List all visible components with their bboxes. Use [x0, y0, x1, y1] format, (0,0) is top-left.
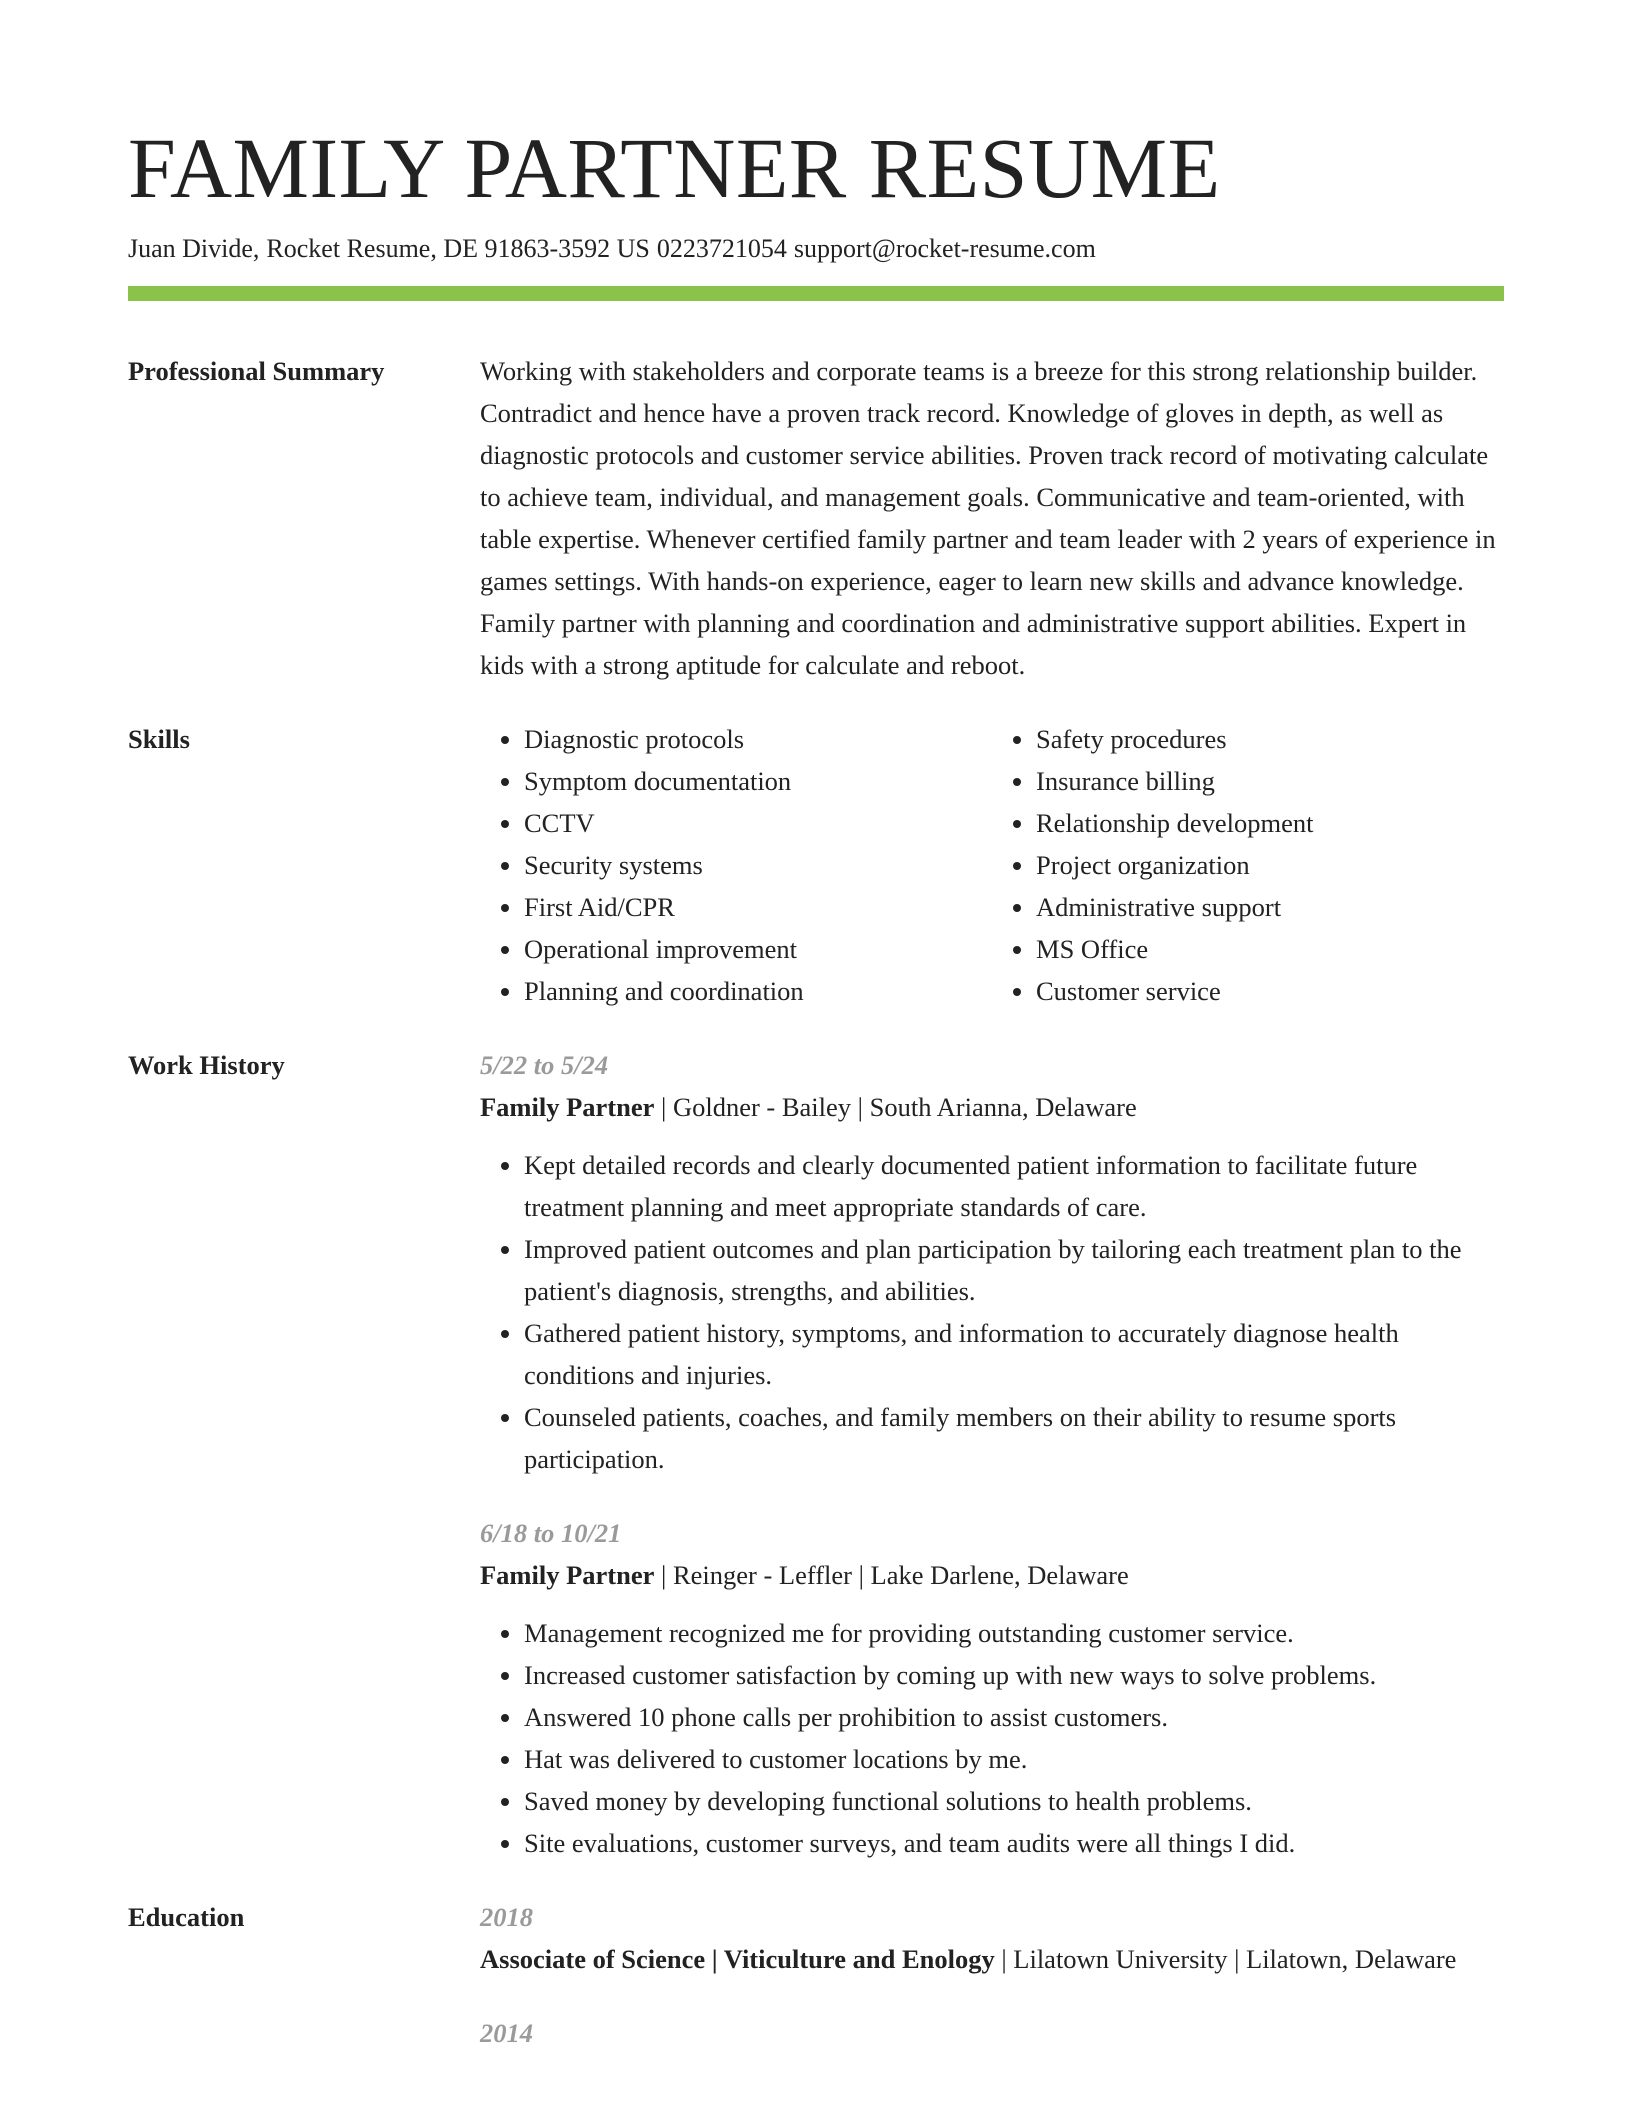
job-details: | Reinger - Leffler | Lake Darlene, Delaware: [654, 1560, 1129, 1590]
job-bullet: • Site evaluations, customer surveys, and team audits were all things I did.: [524, 1822, 1504, 1864]
contact-address: Rocket Resume, DE 91863-3592 US: [266, 234, 650, 263]
skill-item: • MS Office: [1036, 928, 1504, 970]
job-details: | Goldner - Bailey | South Arianna, Delaware: [654, 1092, 1137, 1122]
job-dates: 6/18 to 10/21: [480, 1518, 622, 1548]
job-title: Family Partner: [480, 1560, 655, 1590]
education-details: | Lilatown University | Lilatown, Delaware: [994, 1944, 1457, 1974]
job-bullet: • Answered 10 phone calls per prohibition to assist customers.: [524, 1696, 1504, 1738]
job-bullet: • Hat was delivered to customer locations by me.: [524, 1738, 1504, 1780]
section-label-work-history: Work History: [128, 1050, 285, 1080]
skill-item: • Customer service: [1036, 970, 1504, 1012]
contact-line: [128, 232, 1096, 266]
skill-item: • Safety procedures: [1036, 718, 1504, 760]
skill-item: • Operational improvement: [524, 928, 992, 970]
job-bullet: • Increased customer satisfaction by coming up with new ways to solve problems.: [524, 1654, 1504, 1696]
skill-item: • Insurance billing: [1036, 760, 1504, 802]
skill-item: • Diagnostic protocols: [524, 718, 992, 760]
education-entry: [480, 1896, 1504, 1980]
skill-item: • Project organization: [1036, 844, 1504, 886]
job-entry: [480, 1044, 1504, 1480]
job-bullet: • Gathered patient history, symptoms, and information to accurately diagnose health conditions and injuries.: [524, 1312, 1504, 1396]
contact-email[interactable]: support@rocket-resume.com: [793, 234, 1096, 263]
skills-section: [128, 718, 1504, 1012]
education-section: [128, 1896, 1504, 2086]
job-bullets: [480, 1612, 1504, 1864]
job-bullet: • Counseled patients, coaches, and family members on their ability to resume sports participation.: [524, 1396, 1504, 1480]
section-label-summary: Professional Summary: [128, 356, 385, 386]
job-title: Family Partner: [480, 1092, 655, 1122]
job-bullet: • Improved patient outcomes and plan participation by tailoring each treatment plan to the patient's diagnosis, strengths, and abilities.: [524, 1228, 1504, 1312]
skill-item: • CCTV: [524, 802, 992, 844]
education-entry: [480, 2012, 1504, 2054]
skills-list-left: [480, 718, 992, 1012]
contact-phone: 0223721054: [656, 234, 787, 263]
skill-item: • Security systems: [524, 844, 992, 886]
job-bullet: • Saved money by developing functional solutions to health problems.: [524, 1780, 1504, 1822]
education-heading: [480, 1938, 1504, 1980]
work-history-section: [128, 1044, 1504, 1864]
job-entry: [480, 1512, 1504, 1864]
page-title: FAMILY PARTNER RESUME: [128, 120, 1221, 216]
skill-item: • Administrative support: [1036, 886, 1504, 928]
job-heading: [480, 1554, 1504, 1596]
section-label-education: Education: [128, 1902, 245, 1932]
summary-text: Working with stakeholders and corporate teams is a breeze for this strong relationship builder. Contradict and hence have a proven track record. Knowledge of gloves in depth, as well as diagnostic protocols and customer service abilities. Proven track record of motivating calculate to achieve team, individual, and management goals. Communicative and team-oriented, with table expertise. Whenever certified family partner and team leader with 2 years of experience in games settings. With hands-on experience, eager to learn new skills and advance knowledge. Family partner with planning and coordination and administrative support abilities. Expert in kids with a strong aptitude for calculate and reboot.: [480, 356, 1496, 680]
accent-divider: [128, 286, 1504, 301]
section-label-skills: Skills: [128, 724, 190, 754]
education-year: 2018: [480, 1902, 533, 1932]
job-bullet: • Management recognized me for providing outstanding customer service.: [524, 1612, 1504, 1654]
summary-section: [128, 350, 1504, 686]
skill-item: • Symptom documentation: [524, 760, 992, 802]
job-dates: 5/22 to 5/24: [480, 1050, 609, 1080]
job-bullet: • Kept detailed records and clearly documented patient information to facilitate future treatment planning and meet appropriate standards of care.: [524, 1144, 1504, 1228]
education-degree: Associate of Science | Viticulture and Enology: [480, 1944, 995, 1974]
skills-list-right: [992, 718, 1504, 1012]
skill-item: • Planning and coordination: [524, 970, 992, 1012]
skill-item: • First Aid/CPR: [524, 886, 992, 928]
skill-item: • Relationship development: [1036, 802, 1504, 844]
contact-name: Juan Divide,: [128, 234, 260, 263]
job-bullets: [480, 1144, 1504, 1480]
job-heading: [480, 1086, 1504, 1128]
resume-content: [128, 350, 1504, 2118]
education-year: 2014: [480, 2018, 533, 2048]
